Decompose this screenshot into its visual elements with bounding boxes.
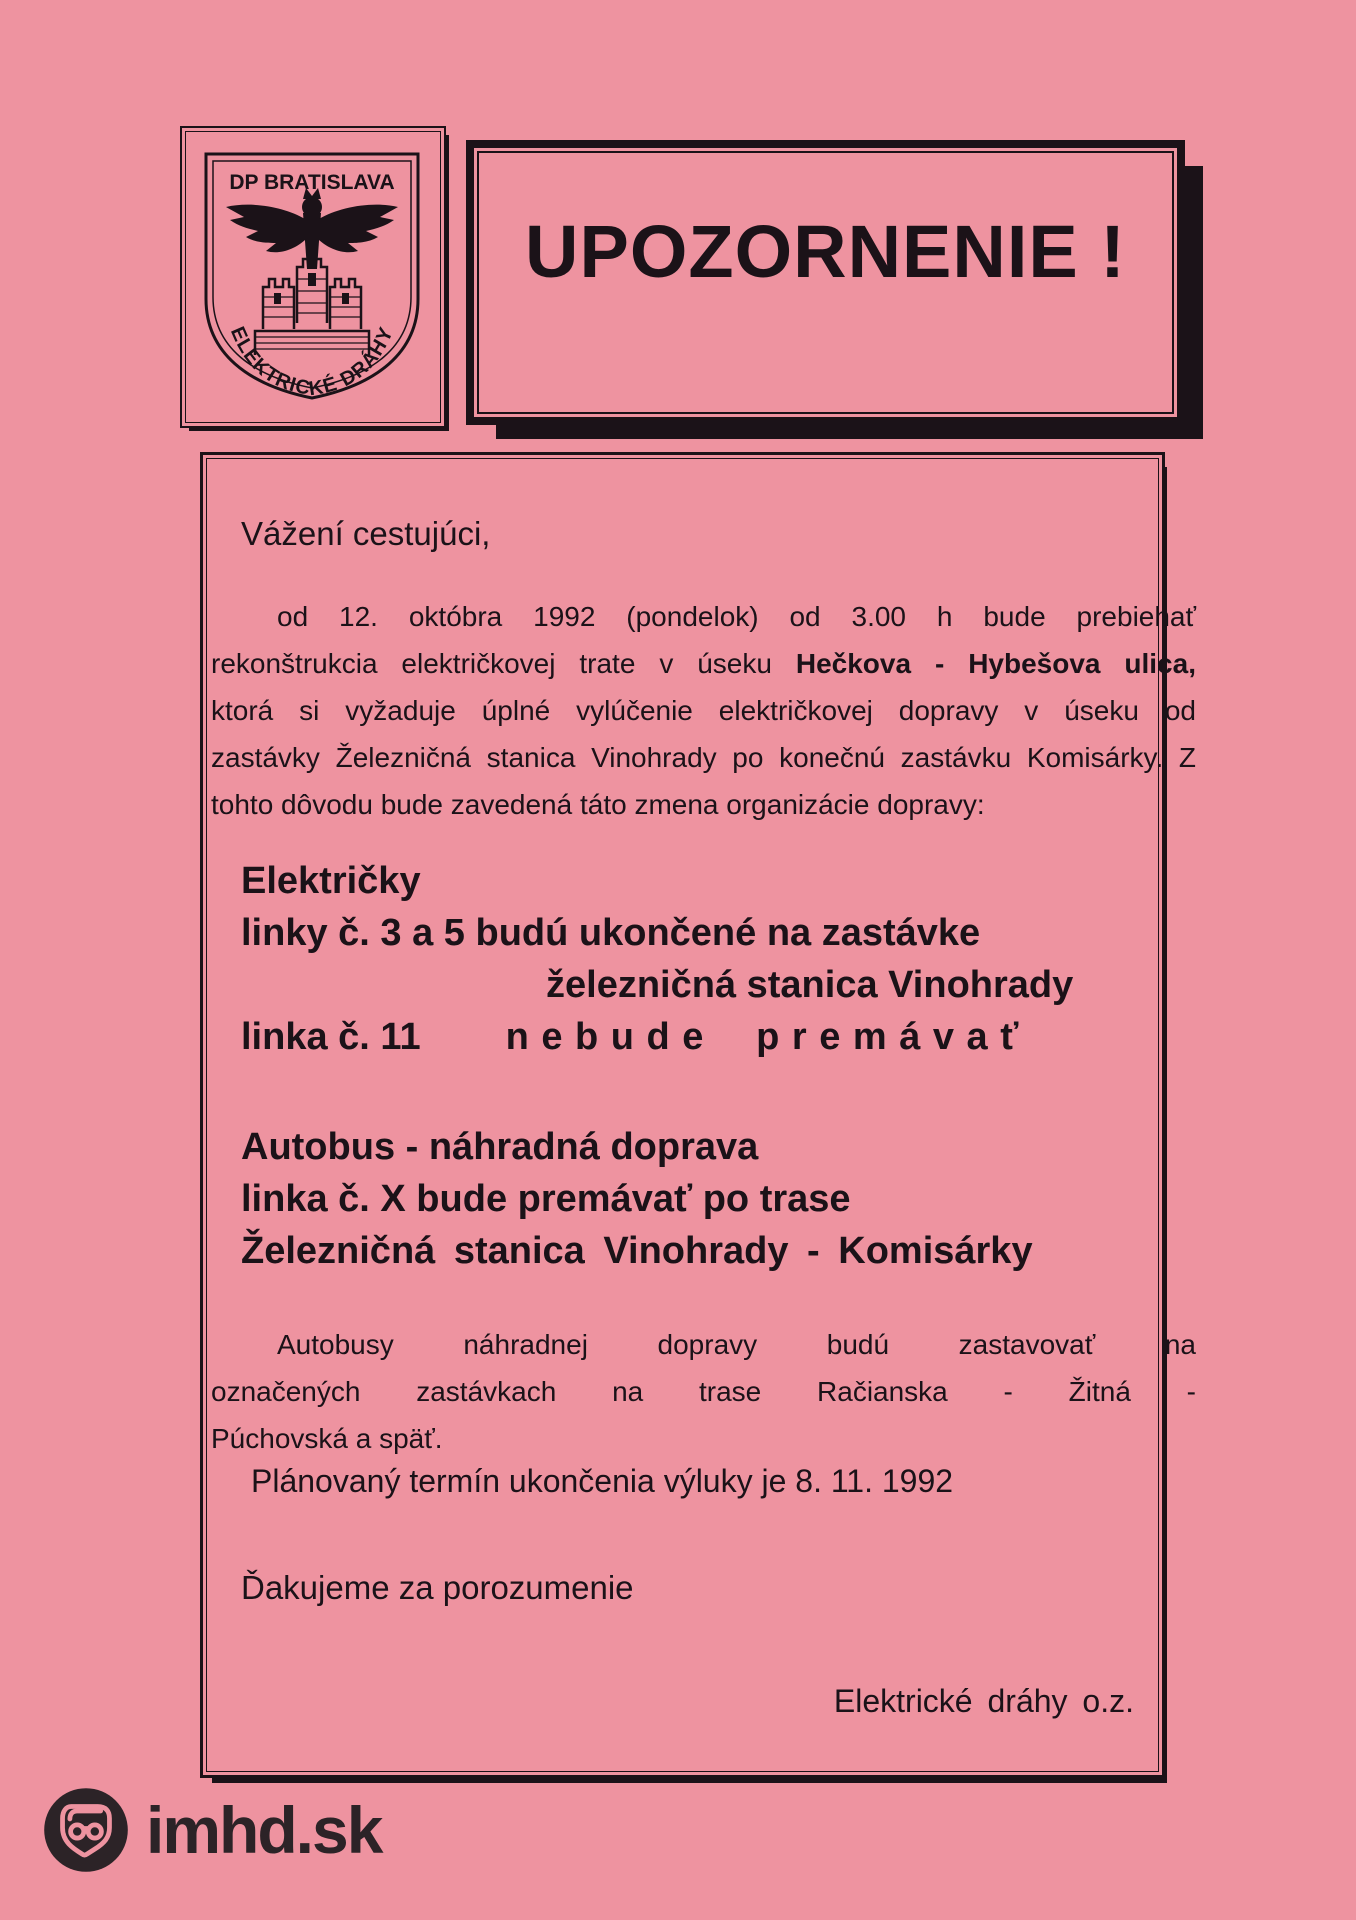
page-title: UPOZORNENIE ! bbox=[525, 210, 1126, 293]
outro-paragraph: Autobusy náhradnej dopravy budú zastavovať na označených zastávkach na trase Račianska - Žitná - Púchovská a späť. bbox=[211, 1329, 1196, 1454]
notice-body-box bbox=[200, 452, 1196, 1778]
tram-section bbox=[241, 855, 1073, 1063]
dp-logo-box bbox=[180, 126, 446, 428]
tram-line3-label: linka č. 11 bbox=[241, 1016, 421, 1058]
bus-line1: linka č. X bude premávať po trase bbox=[241, 1178, 851, 1220]
tram-line1: linky č. 3 a 5 budú ukončené na zastávke bbox=[241, 912, 981, 954]
dp-emblem-icon bbox=[199, 147, 425, 405]
bus-heading: Autobus - náhradná doprava bbox=[241, 1126, 759, 1168]
intro-paragraph: od 12. októbra 1992 (pondelok) od 3.00 h bude prebiehať rekonštrukcia električkovej trate v úseku Hečkova - Hybešova ulica, ktorá si vyžaduje úplné vylúčenie električkovej dopravy v úseku od zastávky Železničná stanica Vinohrady po konečnú zastávku Komisárky. Z tohto dôvodu bude zavedená táto zmena organizácie dopravy: bbox=[211, 601, 1196, 820]
upozornenie-header-box bbox=[466, 140, 1185, 425]
imhd-logo-icon bbox=[42, 1786, 130, 1874]
imhd-watermark bbox=[42, 1786, 381, 1874]
signature-line: Elektrické dráhy o.z. bbox=[833, 1683, 1134, 1719]
imhd-watermark-label: imhd.sk bbox=[146, 1793, 382, 1867]
bus-line2: Železničná stanica Vinohrady - Komisárky bbox=[241, 1230, 1033, 1272]
tram-heading: Električky bbox=[241, 860, 421, 902]
tram-line2: železničná stanica Vinohrady bbox=[546, 964, 1074, 1006]
castle-icon bbox=[255, 259, 369, 355]
tram-line3-value: nebude premávať bbox=[505, 1016, 1031, 1058]
salutation: Vážení cestujúci, bbox=[241, 515, 491, 552]
castle-windows bbox=[274, 273, 349, 304]
bus-section bbox=[241, 1121, 1033, 1277]
eagle-icon bbox=[226, 188, 398, 269]
deadline-line: Plánovaný termín ukončenia výluky je 8. 11. 1992 bbox=[251, 1463, 954, 1499]
tram-line3 bbox=[241, 1011, 1073, 1063]
thanks-line: Ďakujeme za porozumenie bbox=[241, 1569, 634, 1606]
dp-logo-bottom-text: ELEKTRICKÉ DRÁHY bbox=[225, 323, 399, 401]
dp-logo-top-text: DP BRATISLAVA bbox=[229, 171, 395, 194]
